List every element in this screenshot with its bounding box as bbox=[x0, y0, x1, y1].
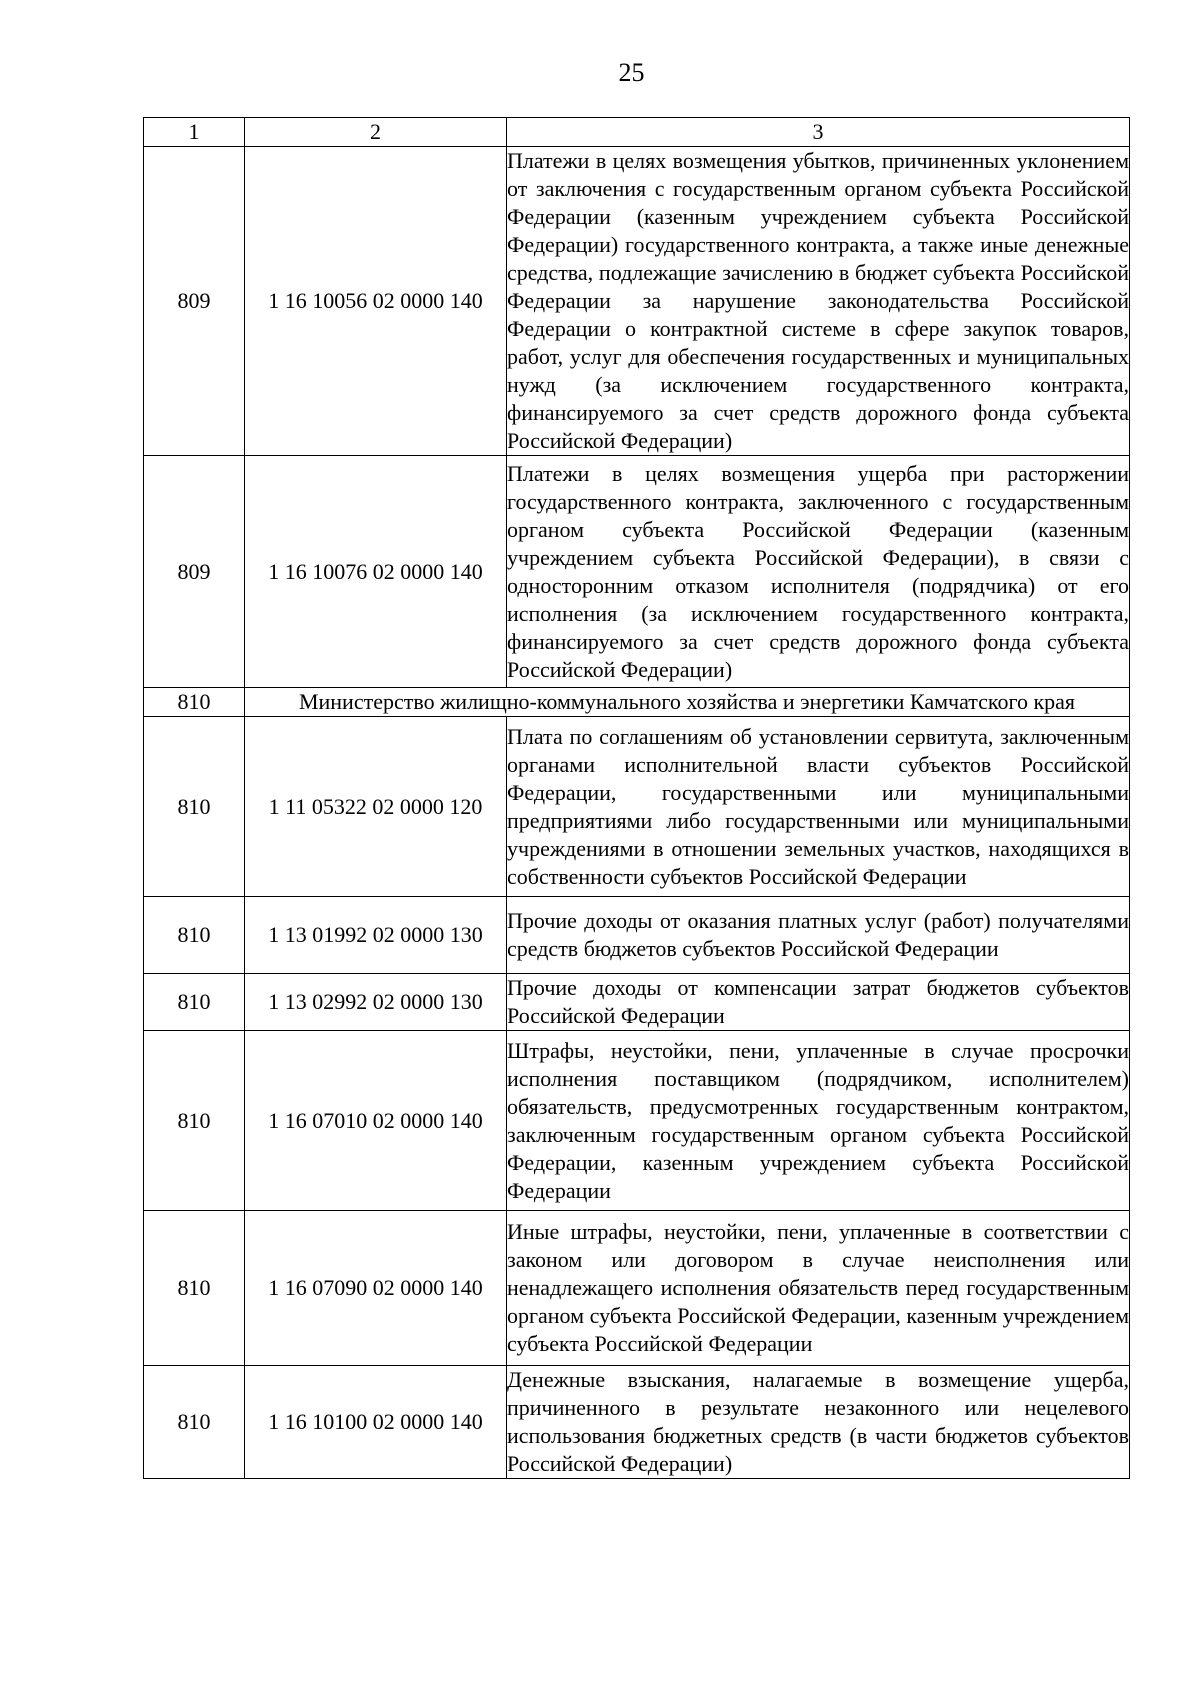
revenue-description-cell: Платежи в целях возмещения убытков, причиненных уклонением от заключения с государственным органом субъекта Российской Федерации (казенным учреждением субъекта Российской Федерации) государственного контракта, а также иные денежные средства, подлежащие зачислению в бюджет субъекта Российской Федерации за нарушение законодательства Российской Федерации о контрактной системе в сфере закупок товаров, работ, услуг для обеспечения государственных и муниципальных нужд (за исключением государственного контракта, финансируемого за счет средств дорожного фонда субъекта Российской Федерации) bbox=[507, 147, 1130, 456]
admin-code-cell: 810 bbox=[144, 1366, 245, 1479]
budget-code-cell: 1 16 07010 02 0000 140 bbox=[245, 1031, 507, 1211]
admin-code-cell: 810 bbox=[144, 897, 245, 974]
admin-code-cell: 810 bbox=[144, 974, 245, 1031]
admin-code-cell: 809 bbox=[144, 456, 245, 688]
column-header-3: 3 bbox=[507, 118, 1130, 147]
table-header-row bbox=[144, 118, 1130, 147]
table-row bbox=[144, 897, 1130, 974]
revenue-description-cell: Прочие доходы от компенсации затрат бюджетов субъектов Российской Федерации bbox=[507, 974, 1130, 1031]
budget-code-cell: 1 13 02992 02 0000 130 bbox=[245, 974, 507, 1031]
admin-code-cell: 809 bbox=[144, 147, 245, 456]
budget-code-cell: 1 16 10100 02 0000 140 bbox=[245, 1366, 507, 1479]
table-row bbox=[144, 1366, 1130, 1479]
admin-code-cell: 810 bbox=[144, 717, 245, 897]
revenue-description-cell: Денежные взыскания, налагаемые в возмещение ущерба, причиненного в результате незаконного или нецелевого использования бюджетных средств (в части бюджетов субъектов Российской Федерации) bbox=[507, 1366, 1130, 1479]
budget-code-cell: 1 11 05322 02 0000 120 bbox=[245, 717, 507, 897]
revenue-description-cell: Прочие доходы от оказания платных услуг (работ) получателями средств бюджетов субъектов Российской Федерации bbox=[507, 897, 1130, 974]
admin-code-cell: 810 bbox=[144, 688, 245, 717]
revenue-description-cell: Иные штрафы, неустойки, пени, уплаченные в соответствии с законом или договором в случае неисполнения или ненадлежащего исполнения обязательств перед государственным органом субъекта Российской Федерации, казенным учреждением субъекта Российской Федерации bbox=[507, 1211, 1130, 1366]
table-row bbox=[144, 456, 1130, 688]
section-title-cell: Министерство жилищно-коммунального хозяйства и энергетики Камчатского края bbox=[245, 688, 1130, 717]
page-number: 25 bbox=[618, 58, 645, 87]
revenue-description-cell: Плата по соглашениям об установлении сервитута, заключенным органами исполнительной власти субъектов Российской Федерации, государственными или муниципальными предприятиями либо государственными или муниципальными учреждениями в отношении земельных участков, находящихся в собственности субъектов Российской Федерации bbox=[507, 717, 1130, 897]
table-row bbox=[144, 717, 1130, 897]
table-row bbox=[144, 1031, 1130, 1211]
budget-code-cell: 1 16 10076 02 0000 140 bbox=[245, 456, 507, 688]
table-row bbox=[144, 1211, 1130, 1366]
budget-code-cell: 1 16 07090 02 0000 140 bbox=[245, 1211, 507, 1366]
budget-code-cell: 1 13 01992 02 0000 130 bbox=[245, 897, 507, 974]
admin-code-cell: 810 bbox=[144, 1031, 245, 1211]
revenue-description-cell: Штрафы, неустойки, пени, уплаченные в случае просрочки исполнения поставщиком (подрядчиком, исполнителем) обязательств, предусмотренных государственным контрактом, заключенным государственным органом субъекта Российской Федерации, казенным учреждением субъекта Российской Федерации bbox=[507, 1031, 1130, 1211]
admin-code-cell: 810 bbox=[144, 1211, 245, 1366]
section-row bbox=[144, 688, 1130, 717]
table-row bbox=[144, 147, 1130, 456]
budget-code-cell: 1 16 10056 02 0000 140 bbox=[245, 147, 507, 456]
column-header-1: 1 bbox=[144, 118, 245, 147]
table-row bbox=[144, 974, 1130, 1031]
revenue-codes-table bbox=[143, 117, 1130, 1479]
column-header-2: 2 bbox=[245, 118, 507, 147]
revenue-description-cell: Платежи в целях возмещения ущерба при расторжении государственного контракта, заключенного с государственным органом субъекта Российской Федерации (казенным учреждением субъекта Российской Федерации), в связи с односторонним отказом исполнителя (подрядчика) от его исполнения (за исключением государственного контракта, финансируемого за счет средств дорожного фонда субъекта Российской Федерации) bbox=[507, 456, 1130, 688]
